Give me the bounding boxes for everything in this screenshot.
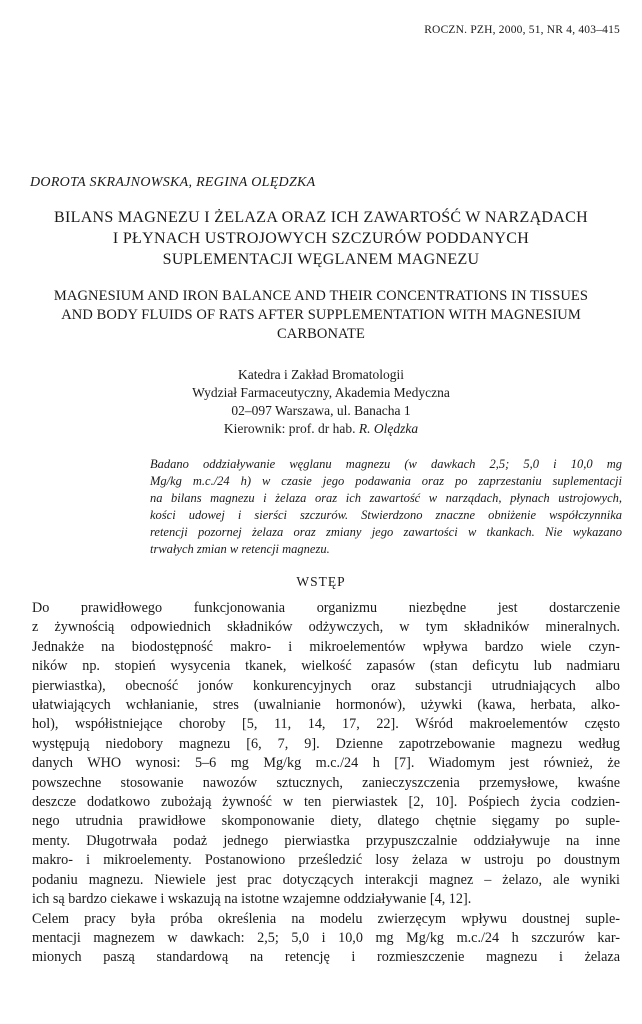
- abstract-line: Badano oddziaływanie węglanu magnezu (w dawkach 2,5; 5,0 i 10,0 mg: [150, 457, 622, 471]
- title-pl-line: SUPLEMENTACJI WĘGLANEM MAGNEZU: [162, 251, 480, 268]
- abstract-line: trwałych zmian w retencji magnezu.: [150, 542, 330, 556]
- body-line: hol), współistniejące choroby [5, 11, 14, 17, 22]. Wśród makroelementów często: [32, 716, 620, 733]
- body-line: podaniu magnezu. Niewiele jest prac dotyczących interakcji magnez – żelazo, ale wyniki: [32, 871, 620, 888]
- affiliation-head-name: R. Olędzka: [358, 421, 419, 436]
- affiliation-head: [0, 420, 642, 438]
- abstract-line: kości udowej i sierści szczurów. Stwierdzono znaczne obniżenie współczynnika: [150, 508, 622, 522]
- body-line: danych WHO wynosi: 5–6 mg Mg/kg m.c./24 h [7]. Wiadomym jest również, że: [32, 755, 620, 772]
- title-en-line: CARBONATE: [277, 326, 365, 342]
- abstract-line: retencji pozornej żelaza oraz zmiany jego zawartości w tkankach. Nie wykazano: [150, 525, 622, 539]
- body-line: deszcze dodatkowo zubożają żywność w ten pierwiastek [2, 10]. Pośpiech życia codzien-: [32, 794, 620, 811]
- abstract-line: Mg/kg m.c./24 h) w czasie jego podawania oraz po zaprzestaniu suplementacji: [150, 474, 622, 488]
- affiliation-faculty: Wydział Farmaceutyczny, Akademia Medyczna: [192, 385, 450, 400]
- title-pl-line: BILANS MAGNEZU I ŻELAZA ORAZ ICH ZAWARTOŚĆ W NARZĄDACH: [54, 209, 588, 226]
- title-en-line: AND BODY FLUIDS OF RATS AFTER SUPPLEMENTATION WITH MAGNESIUM: [61, 307, 581, 323]
- body-line: ułatwiających wchłanianie, stres (uwalnianie hormonów), używki (kawa, herbata, alko-: [32, 697, 620, 714]
- body-line: występują niedobory magnezu [6, 7, 9]. Dzienne zapotrzebowanie magnezu według: [32, 735, 620, 752]
- affiliation-department: Katedra i Zakład Bromatologii: [237, 367, 405, 382]
- body-line: nego utrudnia prawidłowe skomponowanie diety, dlatego chętnie sięgamy po suple-: [32, 813, 620, 830]
- body-line: mentacji magnezem w dawkach: 2,5; 5,0 i 10,0 mg Mg/kg m.c./24 h szczurów kar-: [32, 929, 620, 946]
- title-polish: [20, 207, 622, 270]
- body-line: mionych paszą standardową na retencję i rozmieszczenie magnezu i żelaza: [32, 949, 620, 966]
- abstract-line: na bilans magnezu i żelaza oraz ich zawartość w narządach, płynach ustrojowych,: [150, 491, 622, 505]
- body-line: ników np. stopień wysycenia tkanek, wielkość zapasów (stan deficytu lub nadmiaru: [32, 658, 620, 675]
- abstract: [150, 456, 622, 558]
- body-line: makro- i mikroelementy. Postanowiono prześledzić losy żelaza w ustroju po doustnym: [32, 852, 620, 869]
- title-pl-line: I PŁYNACH USTROJOWYCH SZCZURÓW PODDANYCH: [112, 230, 530, 247]
- affiliation-address: 02–097 Warszawa, ul. Banacha 1: [231, 403, 411, 418]
- authors: DOROTA SKRAJNOWSKA, REGINA OLĘDZKA: [30, 175, 316, 190]
- body-line: powszechne stosowanie nawozów sztucznych, zanieczyszczenia przemysłowe, kwaśne: [32, 774, 620, 791]
- body-line: Celem pracy była próba określenia na modelu zwierzęcym wpływu doustnej suple-: [32, 910, 620, 927]
- body-line: pierwiastka), obecność jonów konkurencyjnych oraz substancji utrudniających albo: [32, 677, 620, 694]
- section-heading-introduction: WSTĘP: [296, 574, 346, 589]
- body-line: Jednakże na biodostępność makro- i mikroelementów wpływa bardzo wiele czyn-: [32, 638, 620, 655]
- body-text: [32, 599, 620, 968]
- title-english: [18, 287, 624, 344]
- body-line: ich są bardzo ciekawe i wskazują na istotne wzajemne oddziaływanie [4, 12].: [32, 891, 472, 908]
- body-line: Do prawidłowego funkcjonowania organizmu niezbędne jest dostarczenie: [32, 600, 620, 616]
- affiliation-head-prefix: Kierownik: prof. dr hab.: [223, 421, 359, 436]
- journal-reference: ROCZN. PZH, 2000, 51, NR 4, 403–415: [424, 24, 620, 36]
- affiliation: [0, 366, 642, 438]
- body-line: menty. Długotrwała podaż jednego pierwiastka przypuszczalnie oddziaływuje na inne: [32, 832, 620, 849]
- body-line: z żywnością odpowiednich składników odżywczych, w tym składników mineralnych.: [32, 619, 620, 636]
- title-en-line: MAGNESIUM AND IRON BALANCE AND THEIR CONCENTRATIONS IN TISSUES: [53, 288, 589, 304]
